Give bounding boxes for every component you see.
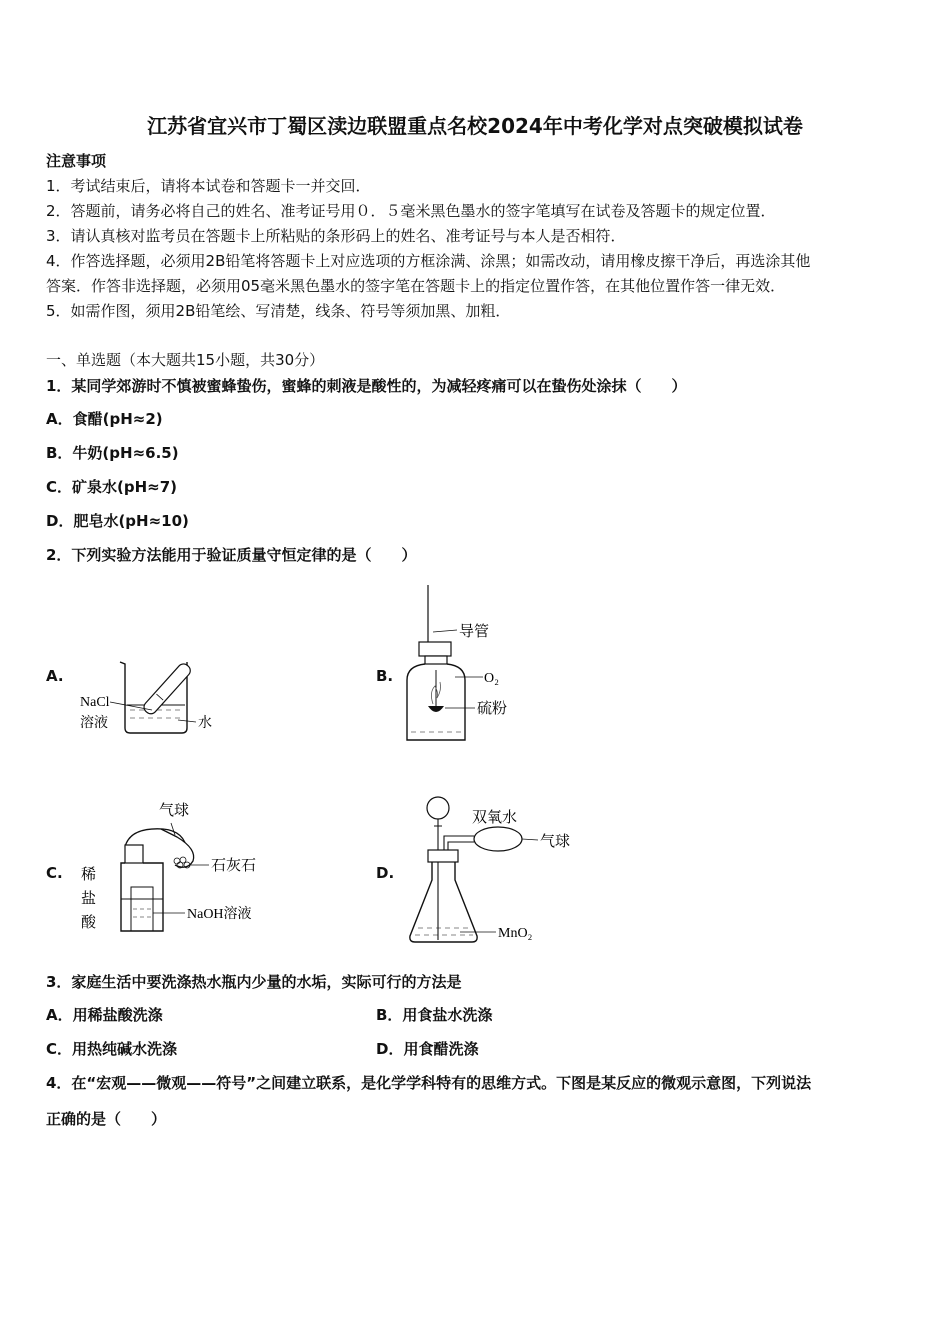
fig-b-label-tube: 导管	[459, 624, 490, 640]
question-1-stem: 1．某同学郊游时不慎被蜜蜂蛰伤，蜜蜂的刺液是酸性的，为减轻疼痛可以在蛰伤处涂抹（ ）	[46, 377, 687, 395]
fig-a-label-nacl: NaCl	[80, 695, 110, 710]
notice-item: 4．作答选择题，必须用2B铅笔将答题卡上对应选项的方框涂满、涂黑；如需改动，请用橡皮擦干净后，再选涂其他	[46, 252, 811, 270]
fig-a-label-water: 水	[198, 716, 212, 731]
fig-a-label-solution: 溶液	[80, 716, 108, 731]
bottle-neck	[425, 656, 447, 664]
fig-d-label-balloon: 气球	[540, 834, 571, 850]
flask-outline	[410, 862, 477, 942]
section-heading: 一、单选题（本大题共15小题，共30分）	[46, 351, 325, 369]
figure-a-beaker	[70, 650, 230, 740]
fig-c-label-acid: 酸	[81, 915, 97, 931]
notice-heading: 注意事项	[46, 152, 107, 170]
fig-d-label-mno2: MnO₂	[498, 926, 533, 941]
bottle-outline	[121, 863, 163, 931]
question-4-stem-cont: 正确的是（ ）	[46, 1110, 167, 1128]
notice-item: 5．如需作图，须用2B铅笔绘、写清楚，线条、符号等须加黑、加粗．	[46, 302, 511, 320]
notice-item: 1．考试结束后，请将本试卷和答题卡一并交回．	[46, 177, 371, 195]
stopper	[428, 850, 458, 862]
fig-c-label-balloon: 气球	[159, 803, 190, 819]
funnel-bulb	[427, 797, 449, 819]
q3-option-d: D．用食醋洗涤	[376, 1040, 479, 1058]
bottle-neck	[125, 845, 143, 863]
q1-option-b: B．牛奶(pH≈6.5)	[46, 444, 179, 462]
fig-d-label-peroxide: 双氧水	[472, 810, 518, 826]
fig-c-label-naoh: NaOH溶液	[187, 907, 252, 922]
question-2-stem: 2．下列实验方法能用于验证质量守恒定律的是（ ）	[46, 546, 417, 564]
question-3-stem: 3．家庭生活中要洗涤热水瓶内少量的水垢，实际可行的方法是	[46, 973, 462, 991]
fig-b-label-oxygen: O₂	[484, 671, 499, 686]
notice-item: 3．请认真核对监考员在答题卡上所粘贴的条形码上的姓名、准考证号与本人是否相符．	[46, 227, 626, 245]
balloon	[474, 827, 522, 851]
q3-option-c: C．用热纯碱水洗涤	[46, 1040, 178, 1058]
fig-b-label-sulfur: 硫粉	[477, 701, 508, 717]
q1-option-a: A．食醋(pH≈2)	[46, 410, 163, 428]
q3-option-a: A．用稀盐酸洗涤	[46, 1006, 163, 1024]
figure-b-bottle	[395, 580, 535, 750]
fig-c-label-dilute: 稀	[81, 867, 97, 883]
test-tube	[142, 661, 193, 716]
fig-c-label-limestone: 石灰石	[211, 858, 257, 874]
q2-option-b-letter: B.	[376, 667, 394, 685]
q1-option-c: C．矿泉水(pH≈7)	[46, 478, 178, 496]
q2-option-d-letter: D.	[376, 864, 395, 882]
fig-c-label-hydrochloric: 盐	[81, 891, 97, 907]
figure-d-flask	[400, 790, 580, 950]
sulfur-spoon	[428, 706, 444, 712]
label-pointer	[522, 839, 538, 840]
notice-item: 2．答题前，请务必将自己的姓名、准考证号用０．５毫米黑色墨水的签字笔填写在试卷及答题卡的规定位置．	[46, 202, 776, 220]
q1-option-d: D．肥皂水(pH≈10)	[46, 512, 189, 530]
q2-option-a-letter: A.	[46, 667, 64, 685]
figure-c-bottle	[75, 795, 275, 940]
question-4-stem: 4．在“宏观——微观——符号”之间建立联系，是化学学科特有的思维方式。下图是某反应的微观示意图，下列说法	[46, 1074, 812, 1092]
label-pointer	[433, 630, 457, 632]
q2-option-c-letter: C.	[46, 864, 63, 882]
q3-option-b: B．用食盐水洗涤	[376, 1006, 493, 1024]
notice-item: 答案．作答非选择题，必须用05毫米黑色墨水的签字笔在答题卡上的指定位置作答，在其他位置作答一律无效．	[46, 277, 786, 295]
stopper	[419, 642, 451, 656]
page-title: 江苏省宜兴市丁蜀区渎边联盟重点名校2024年中考化学对点突破模拟试卷	[147, 114, 803, 138]
